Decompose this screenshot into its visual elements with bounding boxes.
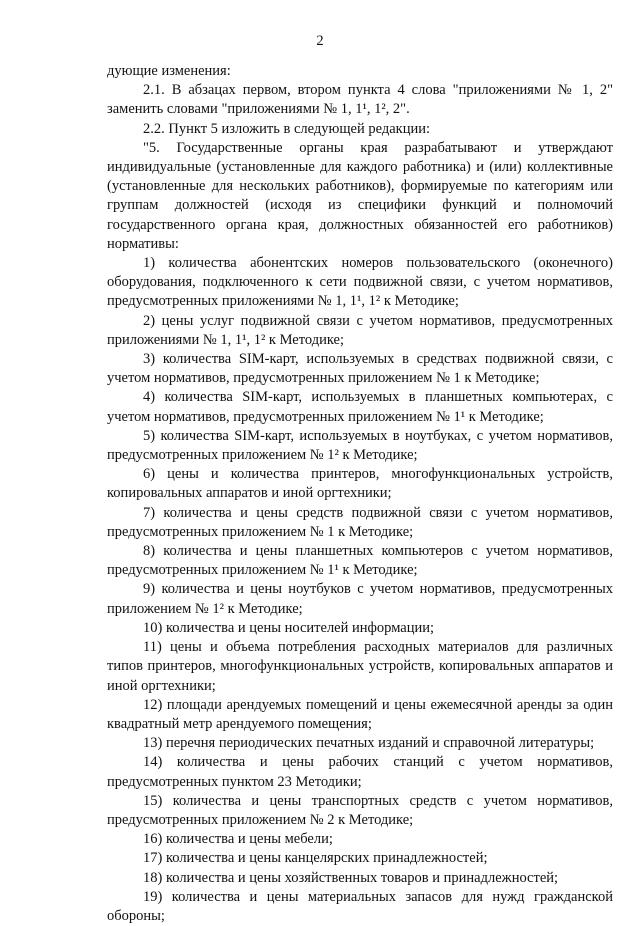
list-item-10: 10) количества и цены носителей информации; — [143, 619, 435, 636]
list-item-1: 1) количества абонентских номеров пользовательского (оконечного) оборудования, подключенного к сети подвижной связи, с учетом нормативов, предусмотренных приложениями № 1, 1¹, 1² к Методике; — [107, 255, 613, 310]
list-item-16: 16) количества и цены мебели; — [143, 831, 333, 848]
list-item-18: 18) количества и цены хозяйственных товаров и принадлежностей; — [143, 869, 559, 886]
list-item-13: 13) перечня периодических печатных изданий и справочной литературы; — [143, 735, 595, 752]
list-item-17: 17) количества и цены канцелярских принадлежностей; — [143, 850, 488, 867]
document-body — [107, 62, 613, 926]
list-item-12: 12) площади арендуемых помещений и цены ежемесячной аренды за один квадратный метр арендуемого помещения; — [107, 696, 613, 732]
list-item-4: 4) количества SIM-карт, используемых в планшетных компьютерах, с учетом нормативов, предусмотренных приложением № 1¹ к Методике; — [107, 389, 613, 425]
list-item-5: 5) количества SIM-карт, используемых в ноутбуках, с учетом нормативов, предусмотренных приложением № 1² к Методике; — [107, 427, 613, 464]
list-item-8: 8) количества и цены планшетных компьютеров с учетом нормативов, предусмотренных приложением № 1¹ к Методике; — [107, 543, 613, 579]
page-number: 2 — [316, 33, 324, 49]
paragraph-2-2: 2.2. Пункт 5 изложить в следующей редакции: — [143, 120, 431, 137]
paragraph-2-1: 2.1. В абзацах первом, втором пункта 4 слова "приложениями № 1, 2" заменить словами "приложениями № 1, 1¹, 1², 2". — [107, 82, 613, 118]
list-item-2: 2) цены услуг подвижной связи с учетом нормативов, предусмотренных приложениями № 1, 1¹, 1² к Методике; — [107, 312, 613, 348]
list-item-15: 15) количества и цены транспортных средств с учетом нормативов, предусмотренных приложением № 2 к Методике; — [107, 792, 613, 828]
list-item-19: 19) количества и цены материальных запасов для нужд гражданской обороны; — [107, 888, 613, 924]
list-item-14: 14) количества и цены рабочих станций с учетом нормативов, предусмотренных пунктом 23 Методики; — [107, 754, 613, 790]
list-item-9: 9) количества и цены ноутбуков с учетом нормативов, предусмотренных приложением № 1² к Методике; — [107, 581, 613, 617]
list-item-7: 7) количества и цены средств подвижной связи с учетом нормативов, предусмотренных приложением № 1 к Методике; — [107, 504, 613, 540]
paragraph-clause-5: "5. Государственные органы края разрабатывают и утверждают индивидуальные (установленные для каждого работника) и (или) коллективные (установленные для нескольких работников), формируемые по категориям или группам должностей (исходя из специфики функций и полномочий государственного органа края, должностных обязанностей его работников) нормативы: — [107, 139, 613, 252]
list-item-3: 3) количества SIM-карт, используемых в средствах подвижной связи, с учетом нормативов, предусмотренных приложением № 1 к Методике; — [107, 351, 613, 387]
paragraph-continuation: дующие изменения: — [107, 63, 231, 79]
list-item-11: 11) цены и объема потребления расходных материалов для различных типов принтеров, многофункциональных устройств, копировальных аппаратов и иной оргтехники; — [107, 639, 613, 694]
list-item-6: 6) цены и количества принтеров, многофункциональных устройств, копировальных аппаратов и иной оргтехники; — [107, 466, 613, 502]
